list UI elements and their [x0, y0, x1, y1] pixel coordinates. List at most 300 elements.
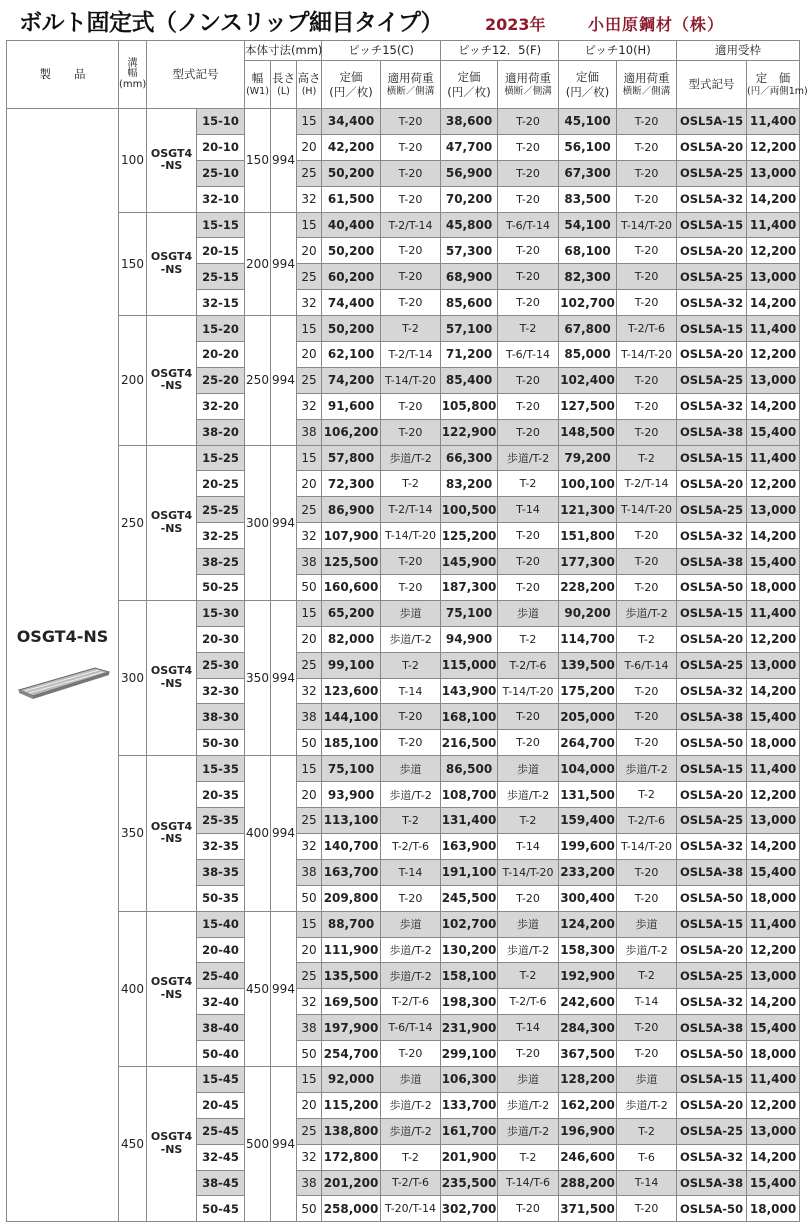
load-10: T-2/T-6	[617, 316, 677, 342]
frame-price: 11,400	[747, 445, 800, 471]
model-name: OSGT4 -NS	[147, 756, 197, 911]
price-10: 131,500	[559, 782, 617, 808]
load-125: T-14	[498, 833, 559, 859]
body-height: 15	[297, 600, 322, 626]
model-code: 25-25	[197, 497, 245, 523]
frame-model: OSL5A-38	[677, 549, 747, 575]
load-125: T-6/T-14	[498, 212, 559, 238]
price-15: 113,100	[322, 808, 381, 834]
frame-model: OSL5A-32	[677, 523, 747, 549]
price-15: 138,800	[322, 1118, 381, 1144]
price-125: 57,100	[441, 316, 498, 342]
load-15: T-2	[381, 1144, 441, 1170]
frame-price: 14,200	[747, 678, 800, 704]
price-125: 83,200	[441, 471, 498, 497]
price-125: 302,700	[441, 1196, 498, 1222]
load-15: T-2	[381, 471, 441, 497]
price-15: 65,200	[322, 600, 381, 626]
body-length: 994	[271, 600, 297, 755]
price-10: 228,200	[559, 575, 617, 601]
model-code: 20-10	[197, 134, 245, 160]
load-15: T-2/T-6	[381, 833, 441, 859]
price-10: 300,400	[559, 885, 617, 911]
price-125: 105,800	[441, 393, 498, 419]
price-125: 235,500	[441, 1170, 498, 1196]
load-125: T-2/T-6	[498, 652, 559, 678]
frame-model: OSL5A-15	[677, 1066, 747, 1092]
load-15: T-20	[381, 160, 441, 186]
frame-model: OSL5A-25	[677, 497, 747, 523]
body-height: 15	[297, 316, 322, 342]
price-15: 93,900	[322, 782, 381, 808]
body-height: 50	[297, 730, 322, 756]
load-15: T-20	[381, 264, 441, 290]
table-row	[7, 316, 800, 342]
frame-model: OSL5A-32	[677, 290, 747, 316]
frame-price: 11,400	[747, 316, 800, 342]
load-15: 歩道/T-2	[381, 1092, 441, 1118]
price-15: 258,000	[322, 1196, 381, 1222]
price-125: 187,300	[441, 575, 498, 601]
frame-model: OSL5A-20	[677, 1092, 747, 1118]
price-table	[6, 40, 808, 1222]
grating-icon	[15, 660, 111, 700]
frame-model: OSL5A-15	[677, 109, 747, 135]
price-15: 72,300	[322, 471, 381, 497]
model-name: OSGT4 -NS	[147, 445, 197, 600]
load-125: T-20	[498, 730, 559, 756]
price-125: 106,300	[441, 1066, 498, 1092]
body-length: 994	[271, 316, 297, 445]
price-10: 127,500	[559, 393, 617, 419]
load-10: T-2/T-14	[617, 471, 677, 497]
load-15: T-20	[381, 549, 441, 575]
table-row	[7, 109, 800, 135]
frame-model: OSL5A-38	[677, 859, 747, 885]
price-125: 115,000	[441, 652, 498, 678]
price-10: 100,100	[559, 471, 617, 497]
frame-price: 15,400	[747, 549, 800, 575]
load-15: T-2/T-6	[381, 1170, 441, 1196]
frame-price: 13,000	[747, 652, 800, 678]
price-10: 162,200	[559, 1092, 617, 1118]
model-code: 32-15	[197, 290, 245, 316]
body-height: 25	[297, 1118, 322, 1144]
model-code: 15-15	[197, 212, 245, 238]
model-code: 32-45	[197, 1144, 245, 1170]
model-code: 20-25	[197, 471, 245, 497]
price-10: 114,700	[559, 626, 617, 652]
product-name: OSGT4-NS	[16, 627, 109, 647]
model-code: 20-35	[197, 782, 245, 808]
model-code: 15-45	[197, 1066, 245, 1092]
table-row	[7, 212, 800, 238]
frame-price: 18,000	[747, 730, 800, 756]
load-10: T-20	[617, 678, 677, 704]
model-name: OSGT4 -NS	[147, 212, 197, 316]
price-10: 199,600	[559, 833, 617, 859]
load-125: T-20	[498, 1196, 559, 1222]
price-15: 125,500	[322, 549, 381, 575]
price-15: 140,700	[322, 833, 381, 859]
body-height: 38	[297, 704, 322, 730]
model-code: 50-35	[197, 885, 245, 911]
table-row	[7, 600, 800, 626]
load-10: T-20	[617, 264, 677, 290]
price-125: 108,700	[441, 782, 498, 808]
model-name: OSGT4 -NS	[147, 1066, 197, 1221]
load-15: T-14/T-20	[381, 523, 441, 549]
price-10: 85,000	[559, 342, 617, 368]
price-125: 130,200	[441, 937, 498, 963]
body-height: 20	[297, 471, 322, 497]
frame-model: OSL5A-20	[677, 782, 747, 808]
frame-model: OSL5A-50	[677, 575, 747, 601]
price-15: 160,600	[322, 575, 381, 601]
load-10: T-20	[617, 549, 677, 575]
model-code: 38-25	[197, 549, 245, 575]
body-length: 994	[271, 756, 297, 911]
frame-price: 14,200	[747, 290, 800, 316]
load-125: T-14/T-20	[498, 859, 559, 885]
body-width: 450	[245, 911, 271, 1066]
model-code: 38-40	[197, 1015, 245, 1041]
load-125: T-20	[498, 290, 559, 316]
price-15: 86,900	[322, 497, 381, 523]
price-15: 185,100	[322, 730, 381, 756]
load-125: T-20	[498, 393, 559, 419]
price-125: 70,200	[441, 186, 498, 212]
frame-price: 13,000	[747, 963, 800, 989]
price-10: 67,300	[559, 160, 617, 186]
load-125: T-20	[498, 419, 559, 445]
model-name: OSGT4 -NS	[147, 600, 197, 755]
load-10: T-2/T-6	[617, 808, 677, 834]
body-length: 994	[271, 1066, 297, 1221]
groove-width: 100	[119, 109, 147, 213]
body-height: 25	[297, 808, 322, 834]
price-125: 145,900	[441, 549, 498, 575]
price-125: 143,900	[441, 678, 498, 704]
col-height: 高さ (H)	[297, 61, 322, 109]
price-15: 201,200	[322, 1170, 381, 1196]
load-125: T-20	[498, 1041, 559, 1067]
price-15: 88,700	[322, 911, 381, 937]
load-15: T-20	[381, 730, 441, 756]
load-125: T-20	[498, 549, 559, 575]
load-125: 歩道/T-2	[498, 1092, 559, 1118]
load-15: T-2	[381, 808, 441, 834]
table-row	[7, 756, 800, 782]
col-price-15: 定価 (円／枚)	[322, 61, 381, 109]
price-125: 133,700	[441, 1092, 498, 1118]
model-code: 32-25	[197, 523, 245, 549]
load-15: T-14	[381, 859, 441, 885]
price-15: 115,200	[322, 1092, 381, 1118]
frame-model: OSL5A-38	[677, 1015, 747, 1041]
model-code: 50-25	[197, 575, 245, 601]
col-load-15: 適用荷重 横断／側溝	[381, 61, 441, 109]
col-body-dims: 本体寸法(mm)	[245, 41, 322, 61]
frame-price: 15,400	[747, 1015, 800, 1041]
price-10: 288,200	[559, 1170, 617, 1196]
body-width: 250	[245, 316, 271, 445]
price-125: 85,400	[441, 367, 498, 393]
price-10: 139,500	[559, 652, 617, 678]
load-15: T-20	[381, 1041, 441, 1067]
frame-price: 18,000	[747, 575, 800, 601]
model-code: 15-25	[197, 445, 245, 471]
frame-price: 11,400	[747, 600, 800, 626]
body-height: 20	[297, 342, 322, 368]
frame-price: 12,200	[747, 134, 800, 160]
body-width: 500	[245, 1066, 271, 1221]
price-10: 192,900	[559, 963, 617, 989]
load-10: T-20	[617, 160, 677, 186]
price-10: 121,300	[559, 497, 617, 523]
frame-price: 13,000	[747, 808, 800, 834]
body-height: 15	[297, 445, 322, 471]
body-height: 15	[297, 1066, 322, 1092]
col-frame-price: 定 価 (円／両側1m)	[747, 61, 800, 109]
year-label: 2023年	[485, 15, 546, 34]
col-price-10: 定価 (円／枚)	[559, 61, 617, 109]
load-10: 歩道/T-2	[617, 937, 677, 963]
load-15: T-20	[381, 238, 441, 264]
body-height: 50	[297, 885, 322, 911]
load-15: 歩道/T-2	[381, 626, 441, 652]
model-code: 50-30	[197, 730, 245, 756]
body-height: 15	[297, 212, 322, 238]
load-10: T-20	[617, 367, 677, 393]
model-code: 25-35	[197, 808, 245, 834]
frame-price: 11,400	[747, 109, 800, 135]
price-10: 196,900	[559, 1118, 617, 1144]
price-125: 163,900	[441, 833, 498, 859]
price-125: 122,900	[441, 419, 498, 445]
load-10: 歩道	[617, 911, 677, 937]
load-15: T-2	[381, 652, 441, 678]
price-15: 209,800	[322, 885, 381, 911]
frame-price: 15,400	[747, 859, 800, 885]
body-height: 50	[297, 1041, 322, 1067]
model-code: 15-10	[197, 109, 245, 135]
load-125: 歩道	[498, 756, 559, 782]
price-15: 91,600	[322, 393, 381, 419]
load-15: T-2/T-6	[381, 989, 441, 1015]
frame-model: OSL5A-25	[677, 808, 747, 834]
price-10: 284,300	[559, 1015, 617, 1041]
frame-price: 14,200	[747, 523, 800, 549]
model-code: 20-30	[197, 626, 245, 652]
load-10: T-20	[617, 523, 677, 549]
load-125: T-2	[498, 471, 559, 497]
body-height: 32	[297, 393, 322, 419]
frame-model: OSL5A-20	[677, 134, 747, 160]
price-125: 57,300	[441, 238, 498, 264]
load-15: 歩道/T-2	[381, 1118, 441, 1144]
groove-width: 450	[119, 1066, 147, 1221]
body-height: 25	[297, 264, 322, 290]
price-15: 82,000	[322, 626, 381, 652]
price-10: 56,100	[559, 134, 617, 160]
load-125: T-6/T-14	[498, 342, 559, 368]
load-125: T-2	[498, 626, 559, 652]
body-length: 994	[271, 212, 297, 316]
frame-model: OSL5A-50	[677, 1196, 747, 1222]
load-15: T-20	[381, 419, 441, 445]
price-125: 231,900	[441, 1015, 498, 1041]
load-15: T-2/T-14	[381, 212, 441, 238]
frame-model: OSL5A-38	[677, 419, 747, 445]
price-10: 242,600	[559, 989, 617, 1015]
load-10: T-2	[617, 1118, 677, 1144]
page-title: ボルト固定式（ノンスリップ細目タイプ）	[19, 10, 444, 36]
load-10: T-6	[617, 1144, 677, 1170]
col-frame: 適用受枠	[677, 41, 800, 61]
price-10: 90,200	[559, 600, 617, 626]
load-125: T-20	[498, 160, 559, 186]
load-10: 歩道/T-2	[617, 600, 677, 626]
col-pitch125: ピッチ12．5(F)	[441, 41, 559, 61]
load-10: T-14/T-20	[617, 342, 677, 368]
body-width: 300	[245, 445, 271, 600]
load-125: T-14	[498, 497, 559, 523]
model-code: 25-30	[197, 652, 245, 678]
body-height: 50	[297, 575, 322, 601]
load-125: T-2	[498, 963, 559, 989]
price-15: 74,400	[322, 290, 381, 316]
frame-model: OSL5A-25	[677, 963, 747, 989]
frame-model: OSL5A-25	[677, 160, 747, 186]
price-125: 125,200	[441, 523, 498, 549]
load-15: T-20	[381, 186, 441, 212]
frame-model: OSL5A-20	[677, 471, 747, 497]
price-10: 124,200	[559, 911, 617, 937]
load-10: T-20	[617, 1196, 677, 1222]
frame-model: OSL5A-38	[677, 704, 747, 730]
price-15: 197,900	[322, 1015, 381, 1041]
price-125: 45,800	[441, 212, 498, 238]
model-code: 20-45	[197, 1092, 245, 1118]
frame-price: 12,200	[747, 937, 800, 963]
price-15: 169,500	[322, 989, 381, 1015]
model-code: 25-45	[197, 1118, 245, 1144]
frame-price: 13,000	[747, 264, 800, 290]
load-15: T-20	[381, 575, 441, 601]
frame-model: OSL5A-32	[677, 989, 747, 1015]
load-125: T-2	[498, 316, 559, 342]
model-code: 32-35	[197, 833, 245, 859]
frame-price: 12,200	[747, 626, 800, 652]
price-15: 163,700	[322, 859, 381, 885]
price-10: 102,400	[559, 367, 617, 393]
col-pitch10: ピッチ10(H)	[559, 41, 677, 61]
frame-model: OSL5A-25	[677, 264, 747, 290]
price-10: 158,300	[559, 937, 617, 963]
price-10: 175,200	[559, 678, 617, 704]
body-height: 15	[297, 756, 322, 782]
load-15: T-20	[381, 109, 441, 135]
price-15: 42,200	[322, 134, 381, 160]
price-15: 99,100	[322, 652, 381, 678]
model-code: 32-10	[197, 186, 245, 212]
load-10: T-20	[617, 109, 677, 135]
body-height: 38	[297, 859, 322, 885]
load-125: T-20	[498, 134, 559, 160]
price-10: 233,200	[559, 859, 617, 885]
load-10: T-20	[617, 393, 677, 419]
load-15: T-2/T-14	[381, 497, 441, 523]
price-125: 75,100	[441, 600, 498, 626]
frame-model: OSL5A-15	[677, 600, 747, 626]
load-10: T-20	[617, 1015, 677, 1041]
load-15: T-2	[381, 316, 441, 342]
table-row	[7, 445, 800, 471]
load-10: 歩道/T-2	[617, 1092, 677, 1118]
load-10: T-14	[617, 989, 677, 1015]
body-length: 994	[271, 445, 297, 600]
price-10: 102,700	[559, 290, 617, 316]
body-width: 150	[245, 109, 271, 213]
body-height: 20	[297, 1092, 322, 1118]
frame-price: 14,200	[747, 833, 800, 859]
price-15: 254,700	[322, 1041, 381, 1067]
model-code: 25-15	[197, 264, 245, 290]
load-125: T-20	[498, 186, 559, 212]
price-10: 159,400	[559, 808, 617, 834]
frame-price: 12,200	[747, 238, 800, 264]
price-125: 56,900	[441, 160, 498, 186]
price-15: 123,600	[322, 678, 381, 704]
price-15: 92,000	[322, 1066, 381, 1092]
load-125: T-20	[498, 523, 559, 549]
load-10: T-2	[617, 782, 677, 808]
price-125: 102,700	[441, 911, 498, 937]
load-15: 歩道/T-2	[381, 782, 441, 808]
frame-model: OSL5A-15	[677, 445, 747, 471]
body-height: 32	[297, 833, 322, 859]
body-height: 38	[297, 1015, 322, 1041]
body-height: 25	[297, 963, 322, 989]
price-125: 191,100	[441, 859, 498, 885]
body-height: 32	[297, 1144, 322, 1170]
body-height: 38	[297, 419, 322, 445]
frame-price: 14,200	[747, 393, 800, 419]
col-price-125: 定価 (円／枚)	[441, 61, 498, 109]
price-15: 75,100	[322, 756, 381, 782]
groove-width: 200	[119, 316, 147, 445]
price-15: 50,200	[322, 160, 381, 186]
frame-model: OSL5A-32	[677, 678, 747, 704]
model-code: 15-40	[197, 911, 245, 937]
load-15: T-14/T-20	[381, 367, 441, 393]
load-15: T-20	[381, 704, 441, 730]
body-height: 32	[297, 523, 322, 549]
price-15: 62,100	[322, 342, 381, 368]
body-height: 20	[297, 134, 322, 160]
model-code: 25-10	[197, 160, 245, 186]
price-10: 104,000	[559, 756, 617, 782]
company-name: 小田原鋼材（株）	[588, 15, 725, 34]
model-code: 32-40	[197, 989, 245, 1015]
price-10: 68,100	[559, 238, 617, 264]
price-125: 216,500	[441, 730, 498, 756]
load-10: T-20	[617, 186, 677, 212]
model-code: 38-45	[197, 1170, 245, 1196]
load-10: T-20	[617, 238, 677, 264]
price-15: 106,200	[322, 419, 381, 445]
